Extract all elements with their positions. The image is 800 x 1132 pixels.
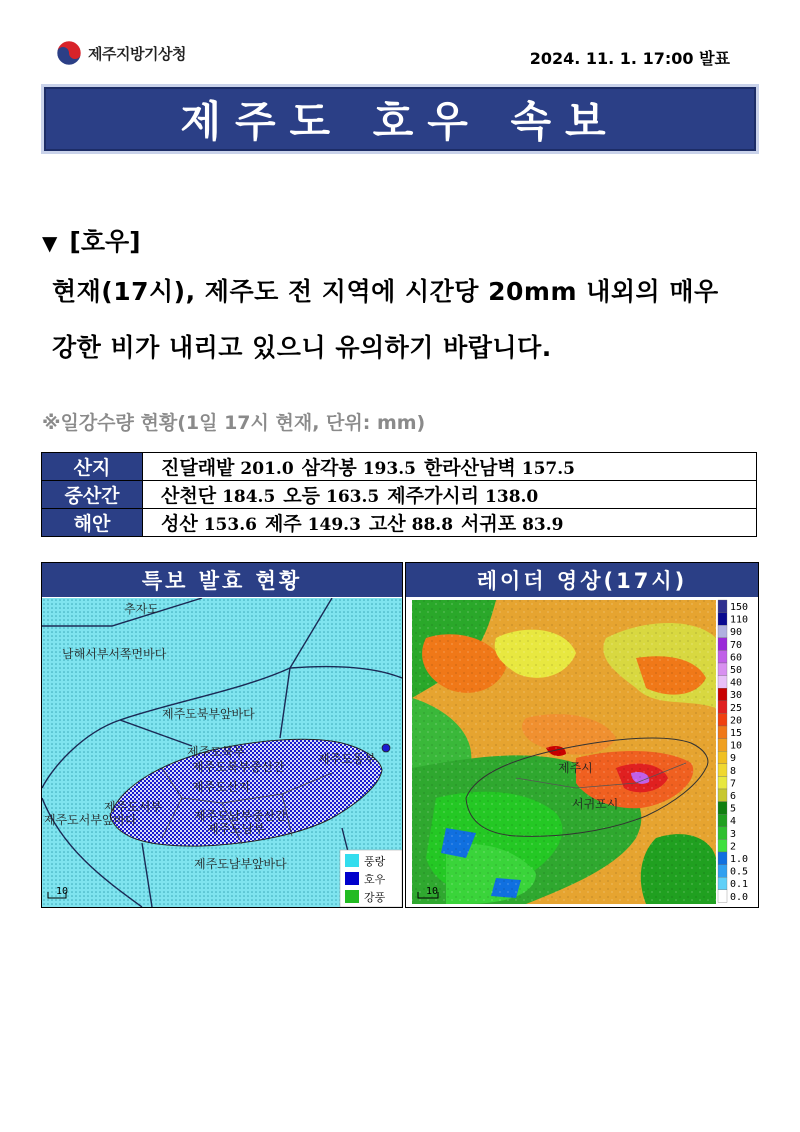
table-row xyxy=(42,453,757,481)
radar-panel xyxy=(405,562,759,908)
radar-map xyxy=(406,598,758,907)
station-value: 157.5 xyxy=(521,459,575,479)
colorbar-swatch xyxy=(718,701,727,714)
table-row xyxy=(42,481,757,509)
station-value: 88.8 xyxy=(411,515,454,535)
label-east: 제주도동부 xyxy=(318,752,376,766)
station-name: 삼각봉 xyxy=(301,457,357,479)
warning-map-title: 특보 발효 현황 xyxy=(42,563,402,597)
colorbar-label: 90 xyxy=(730,627,743,639)
colorbar-label: 4 xyxy=(730,816,737,828)
colorbar-label: 1.0 xyxy=(730,854,749,865)
taegeuk-icon xyxy=(56,40,82,66)
label-north-mid: 제주도북부중산간 xyxy=(192,760,285,774)
station-name: 성산 xyxy=(161,513,198,535)
station-value: 193.5 xyxy=(362,459,416,479)
colorbar-swatch xyxy=(718,625,727,638)
station-value: 83.9 xyxy=(522,515,564,535)
colorbar-swatch xyxy=(718,764,727,777)
station-value: 138.0 xyxy=(485,487,539,507)
colorbar-swatch xyxy=(718,650,727,663)
notice-text-line-1: 현재(17시), 제주도 전 지역에 시간당 20mm 내외의 매우 xyxy=(52,277,719,306)
colorbar-label: 15 xyxy=(730,728,743,739)
station-name: 산천단 xyxy=(161,485,217,507)
row-category: 중산간 xyxy=(42,481,143,509)
legend-swatch-rain xyxy=(345,872,359,885)
label-seogwipo-city: 서귀포시 xyxy=(572,797,619,811)
warning-map-panel xyxy=(41,562,403,908)
colorbar-swatch xyxy=(718,713,727,726)
colorbar-swatch xyxy=(718,688,727,701)
notice-text-line-2: 강한 비가 내리고 있으니 유의하기 바랍니다. xyxy=(52,333,552,362)
label-chuja: 추자도 xyxy=(124,602,159,616)
label-south: 제주도남부 xyxy=(207,822,265,836)
station-name: 오등 xyxy=(283,485,321,507)
colorbar-label: 60 xyxy=(730,652,743,664)
colorbar-label: 0.5 xyxy=(730,866,749,878)
station-name: 서귀포 xyxy=(461,513,517,535)
colorbar-swatch xyxy=(718,638,727,651)
radar-title: 레이더 영상(17시) xyxy=(406,563,758,597)
label-jeju-city: 제주시 xyxy=(558,761,593,775)
colorbar-label: 0.0 xyxy=(730,891,749,903)
issue-datetime: 2024. 11. 1. 17:00 발표 xyxy=(529,49,730,68)
station-value: 184.5 xyxy=(222,487,276,507)
label-south-mid: 제주도남부중산간 xyxy=(194,809,287,823)
colorbar-label: 110 xyxy=(730,614,749,626)
row-values xyxy=(143,481,757,509)
colorbar-label: 0.1 xyxy=(730,879,749,891)
legend-label-wave: 풍랑 xyxy=(364,855,386,868)
colorbar-label: 150 xyxy=(730,602,749,613)
colorbar-label: 7 xyxy=(730,778,737,790)
colorbar-swatch xyxy=(718,802,727,815)
station-name: 제주 xyxy=(264,513,302,535)
colorbar-swatch xyxy=(718,814,727,827)
colorbar-swatch xyxy=(718,676,727,689)
station-value: 153.6 xyxy=(203,515,257,535)
colorbar-label: 10 xyxy=(730,740,743,752)
colorbar-swatch xyxy=(718,852,727,865)
label-sw-front-sea: 제주도서부앞바다 xyxy=(44,813,137,827)
warning-map xyxy=(42,598,402,907)
row-category: 해안 xyxy=(42,509,143,537)
colorbar-label: 6 xyxy=(730,791,737,802)
colorbar-label: 2 xyxy=(730,841,737,853)
colorbar-swatch xyxy=(718,776,727,789)
legend-swatch-wave xyxy=(345,854,359,867)
station-value: 163.5 xyxy=(326,487,380,507)
scale-label: 10 xyxy=(56,886,69,897)
colorbar-label: 30 xyxy=(730,690,743,702)
triangle-down-icon: ▼ xyxy=(42,231,58,255)
colorbar-label: 50 xyxy=(730,665,743,676)
radar-scale-label: 10 xyxy=(426,886,439,897)
row-values xyxy=(143,509,757,537)
udo-island xyxy=(382,744,390,752)
colorbar-label: 25 xyxy=(730,702,743,714)
station-value: 149.3 xyxy=(307,515,361,535)
colorbar-label: 3 xyxy=(730,828,737,840)
station-name: 고산 xyxy=(368,513,406,535)
legend-label-wind: 강풍 xyxy=(364,891,386,904)
agency-logo xyxy=(56,40,186,66)
row-values xyxy=(143,453,757,481)
station-name: 진달래밭 xyxy=(161,457,235,479)
colorbar-swatch xyxy=(718,827,727,840)
row-category: 산지 xyxy=(42,453,143,481)
colorbar-label: 8 xyxy=(730,765,737,777)
colorbar-swatch xyxy=(718,663,727,676)
title-banner xyxy=(41,84,759,154)
colorbar-swatch xyxy=(718,751,727,764)
station-name: 제주가시리 xyxy=(387,485,480,507)
colorbar-swatch xyxy=(718,877,727,890)
colorbar-swatch xyxy=(718,726,727,739)
colorbar-label: 20 xyxy=(730,715,743,727)
section-heading xyxy=(42,222,141,258)
colorbar-label: 70 xyxy=(730,639,743,651)
label-north: 제주도북부 xyxy=(187,745,245,759)
colorbar-label: 40 xyxy=(730,677,743,689)
station-value: 201.0 xyxy=(240,459,294,479)
rainfall-note: ※일강수량 현황(1일 17시 현재, 단위: mm) xyxy=(42,412,426,434)
station-name: 한라산남벽 xyxy=(423,457,516,479)
colorbar-swatch xyxy=(718,739,727,752)
legend-label-rain: 호우 xyxy=(364,873,386,886)
label-north-front-sea: 제주도북부앞바다 xyxy=(162,707,255,721)
legend-swatch-wind xyxy=(345,890,359,903)
page-title: 제주도 호우 속보 xyxy=(180,97,620,146)
warning-legend xyxy=(340,850,402,907)
table-row xyxy=(42,509,757,537)
colorbar-swatch xyxy=(718,839,727,852)
colorbar-swatch xyxy=(718,865,727,878)
colorbar-swatch xyxy=(718,613,727,626)
colorbar-swatch xyxy=(718,600,727,613)
label-west: 제주도서부 xyxy=(104,800,162,814)
colorbar-swatch xyxy=(718,789,727,802)
radar-echo xyxy=(412,600,716,904)
rainfall-table xyxy=(41,452,757,537)
colorbar-swatch xyxy=(718,890,727,903)
colorbar-label: 5 xyxy=(730,803,737,815)
colorbar-label: 9 xyxy=(730,753,737,765)
agency-name: 제주지방기상청 xyxy=(88,44,186,63)
label-mountain: 제주도산지 xyxy=(192,780,250,794)
label-south-front-sea: 제주도남부앞바다 xyxy=(194,857,287,871)
section-heading-label: [호우] xyxy=(69,227,141,256)
label-sw-far-sea: 남해서부서쪽먼바다 xyxy=(62,647,167,661)
